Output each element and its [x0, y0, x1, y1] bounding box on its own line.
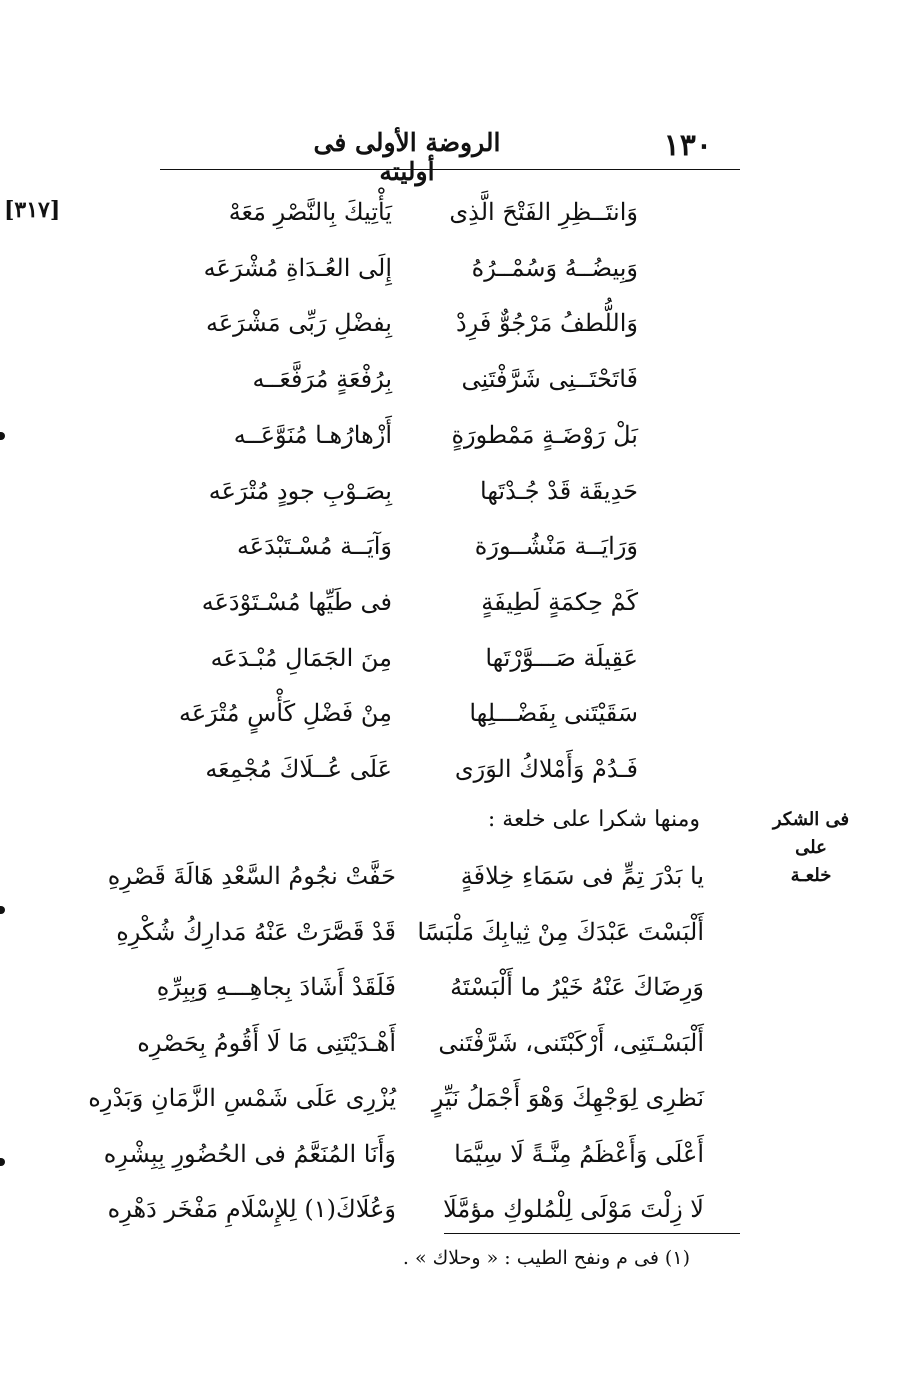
verse-right-hemistich: نَظرِى لِوَجْهِكَ وَهْوَ أَجْمَلُ نَيِّرٍ: [431, 1084, 704, 1112]
verse-row: [0, 963, 903, 1011]
verse-left-hemistich: بِفضْلِ رَبِّى مَشْرَعَه: [205, 309, 392, 338]
verse-left-hemistich: بِصَـوْبِ جودٍ مُتْرَعَه: [208, 476, 392, 505]
footnote: (١) فى م ونفح الطيب : « وحلاك » .: [402, 1247, 690, 1269]
verse-left-hemistich: مِنَ الجَمَالِ مُبْـدَعَه: [210, 643, 392, 672]
verse-left-hemistich: وَعُلَاكَ(١) لِلإِسْلَامِ مَفْخَر دَهْرِه: [107, 1195, 396, 1223]
verse-right-hemistich: وَرِضَاكَ عَنْهُ خَيْرُ ما أَلْبَسْتَهُ: [450, 973, 704, 1001]
verse-left-hemistich: مِنْ فَضْلِ كَأْسٍ مُتْرَعَه: [178, 699, 392, 728]
verse-row: [0, 411, 903, 459]
verse-right-hemistich: كَمْ حِكمَةٍ لَطِيفَةٍ: [481, 587, 638, 616]
verse-right-hemistich: وَرَايَــة مَنْشُــورَة: [474, 532, 638, 561]
page-number: ١٣٠: [663, 128, 712, 163]
verse-left-hemistich: بِرُفْعَةٍ مُرَفَّعَــه: [252, 365, 392, 394]
verse-row: [0, 355, 903, 403]
verse-right-hemistich: يا بَدْرَ تِمٍّ فى سَمَاءِ خِلافَةٍ: [460, 862, 704, 890]
verse-right-hemistich: سَقَيْتَنى بِفَضْـــلِها: [469, 699, 638, 728]
verse-left-hemistich: أَهْـدَيْتَنِى مَا لَا أَقُومُ بِحَصْرِه: [137, 1028, 396, 1057]
header-rule: [160, 169, 740, 170]
verse-right-hemistich: أَعْلَى وَأَعْظَمُ مِنَّـةً لَا سِيَّمَا: [454, 1139, 704, 1168]
running-title: الروضة الأولى فى أوليته: [313, 128, 501, 186]
verse-row: [0, 1019, 903, 1067]
verse-left-hemistich: إِلَى العُـدَاةِ مُشْرَعَه: [203, 253, 392, 282]
verse-row: [0, 299, 903, 347]
verse-left-hemistich: يَأْتِيكَ بِالنَّصْرِ مَعَهْ: [228, 198, 392, 226]
verse-row: [0, 634, 903, 682]
verse-row: [0, 689, 903, 737]
verse-left-hemistich: أَزْهارُهـا مُنَوَّعَــه: [233, 420, 392, 449]
verse-row: [0, 244, 903, 292]
verse-row: [0, 467, 903, 515]
verse-row: [0, 1074, 903, 1122]
verse-right-hemistich: وَانتَــظِرِ الفَتْحَ الَّذِى: [449, 198, 638, 226]
footnote-rule: [444, 1233, 740, 1234]
verse-right-hemistich: أَلْبَسْتَ عَبْدَكَ مِنْ ثِيابِكَ مَلْبَسًا: [417, 917, 704, 946]
verse-left-hemistich: وَآيَــة مُسْـتَبْدَعَه: [236, 532, 392, 561]
verse-left-hemistich: قَدْ قَصَّرَتْ عَنْهُ مَدارِكُ شُكْرِهِ: [116, 917, 396, 946]
verse-right-hemistich: عَقِيلَة صَـــوَّرْتَها: [485, 643, 638, 672]
verse-left-hemistich: حَفَّتْ نجُومُ السَّعْدِ هَالَةَ قَصْرِهِ: [107, 862, 396, 890]
side-note-line-1: فى الشكر على: [772, 809, 850, 858]
verse-row: [0, 1130, 903, 1178]
verse-left-hemistich: عَلَى عُــلَاكَ مُجْمِعَه: [205, 755, 392, 783]
intro-line: ومنها شكرا على خلعة :: [487, 807, 700, 832]
margin-reference: [٣١٧]: [4, 197, 61, 223]
verse-row: [0, 522, 903, 570]
verse-row: [0, 745, 903, 793]
verse-left-hemistich: فَلَقَدْ أَشَادَ بِجاهِـــهِ وَبِبِرِّهِ: [156, 973, 396, 1001]
verse-row: [0, 1185, 903, 1233]
verse-right-hemistich: وَبِيضُــهُ وَسُمْــرُهُ: [471, 253, 638, 282]
verse-left-hemistich: يُزْرِى عَلَى شَمْسِ الزَّمَانِ وَبَدْرِه: [88, 1084, 396, 1112]
verse-left-hemistich: وَأَنَا المُنَعَّمُ فى الحُضُورِ بِبِشْرِه: [103, 1139, 396, 1168]
verse-left-hemistich: فى طَيِّها مُسْـتَوْدَعَه: [201, 587, 392, 616]
verse-row: [0, 578, 903, 626]
verse-right-hemistich: وَاللُّطفُ مَرْجُوٌّ فَرِدْ: [455, 309, 638, 338]
verse-right-hemistich: بَلْ رَوْضَـةٍ مَمْطورَةٍ: [451, 420, 638, 449]
verse-right-hemistich: فَـدُمْ وَأَمْلاكُ الوَرَى: [454, 755, 638, 783]
verse-right-hemistich: لَا زِلْتَ مَوْلَى لِلْمُلوكِ مؤمَّلَا: [443, 1195, 704, 1223]
verse-row: [0, 188, 903, 236]
side-note-line-2: خلعـة: [790, 865, 832, 886]
verse-right-hemistich: فَاتَحْتَــنِى شَرَّفْتَنِى: [461, 365, 638, 394]
verse-right-hemistich: أَلْبَسْـتَنِى، أَرْكَبْتَنى، شَرَّفْتَنى: [438, 1028, 704, 1057]
verse-right-hemistich: حَدِيقَة قَدْ جُـدْتَها: [480, 476, 638, 505]
verse-row: [0, 908, 903, 956]
verse-row: [0, 852, 903, 900]
